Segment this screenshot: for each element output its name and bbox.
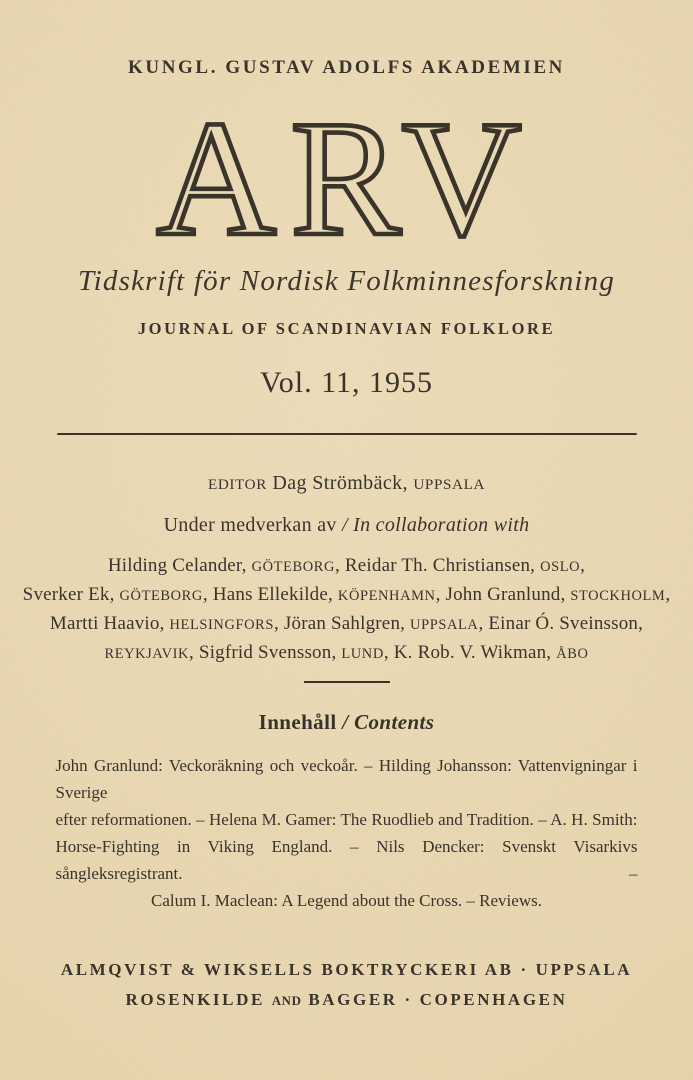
subtitle-english: JOURNAL OF SCANDINAVIAN FOLKLORE xyxy=(137,319,556,338)
contents-line-2: efter reformationen. – Helena M. Gamer: The Ruodlieb and Tradition. – A. H. Smith: xyxy=(55,810,638,829)
collaborators-line-4: REYKJAVIK, Sigfrid Svensson, LUND, K. Rob. V. Wikman, ÅBO xyxy=(104,642,589,663)
contents-line-1: John Granlund: Veckoräkning och veckoår. – Hilding Johansson: Vattenvigningar i Sverige xyxy=(55,756,638,802)
contents-line-3: Horse-Fighting in Viking England. – Nils Dencker: Svenskt Visarkivs sångleksregistrant. – xyxy=(55,837,638,883)
arv-logo-text: ARV xyxy=(156,109,536,241)
imprint-line-1: ALMQVIST & WIKSELLS BOKTRYCKERI AB · UPPSALA xyxy=(60,960,633,979)
collaboration-heading: Under medverkan av / In collaboration with xyxy=(163,514,530,536)
imprint-line-2: ROSENKILDE AND BAGGER · COPENHAGEN xyxy=(125,990,568,1009)
short-divider-rule xyxy=(304,681,390,683)
editor-line: EDITOR Dag Strömbäck, UPPSALA xyxy=(207,472,486,494)
contents-summary xyxy=(56,752,638,914)
collaborators-line-2: Sverker Ek, GÖTEBORG, Hans Ellekilde, KÖPENHAMN, John Granlund, STOCKHOLM, xyxy=(22,584,671,605)
collaborators-line-1: Hilding Celander, GÖTEBORG, Reidar Th. Christiansen, OSLO, xyxy=(107,555,586,576)
subtitle-swedish: Tidskrift för Nordisk Folkminnesforskning xyxy=(77,265,616,297)
volume-line: Vol. 11, 1955 xyxy=(259,366,434,399)
imprint-block xyxy=(0,955,693,1016)
arv-logo xyxy=(0,109,693,241)
contents-line-4: Calum I. Maclean: A Legend about the Cross. – Reviews. xyxy=(151,891,542,910)
academy-line: KUNGL. GUSTAV ADOLFS AKADEMIEN xyxy=(128,57,565,78)
collaborators-line-3: Martti Haavio, HELSINGFORS, Jöran Sahlgren, UPPSALA, Einar Ó. Sveinsson, xyxy=(49,613,644,634)
divider-rule xyxy=(57,433,637,435)
collaborators-block xyxy=(0,552,693,668)
contents-heading: Innehåll / Contents xyxy=(258,710,435,734)
